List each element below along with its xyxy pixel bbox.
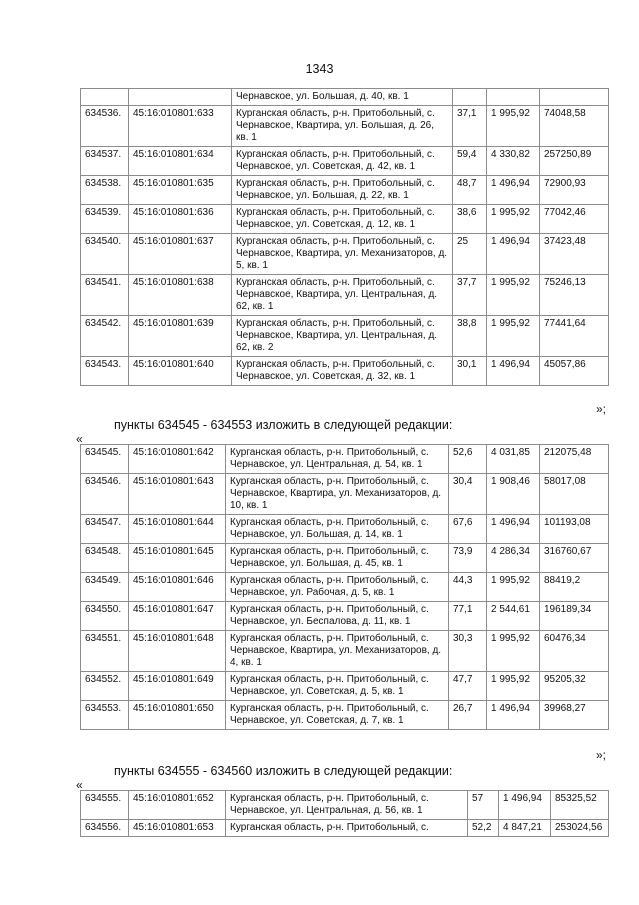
area-cell: 38,8 [453,316,487,357]
row-number-cell: 634545. [81,445,129,474]
area-cell: 77,1 [449,602,487,631]
table-row [81,106,609,147]
amount-cell: 45057,86 [540,357,609,386]
address-cell: Курганская область, р-н. Притобольный, с. Чернавское, Квартира, ул. Большая, д. 26, кв. 1 [232,106,453,147]
row-number-cell: 634551. [81,631,129,672]
rate-cell: 4 031,85 [487,445,540,474]
address-cell: Курганская область, р-н. Притобольный, с. Чернавское, ул. Центральная, д. 56, кв. 1 [226,791,468,820]
amount-cell: 196189,34 [540,602,609,631]
area-cell: 30,3 [449,631,487,672]
table-row [81,316,609,357]
cadastral-number-cell: 45:16:010801:637 [129,234,232,275]
area-cell: 26,7 [449,701,487,730]
area-cell [453,89,487,106]
table-row [81,147,609,176]
row-number-cell: 634549. [81,573,129,602]
address-cell: Курганская область, р-н. Притобольный, с. Чернавское, ул. Рабочая, д. 5, кв. 1 [226,573,449,602]
area-cell: 48,7 [453,176,487,205]
table-row [81,544,609,573]
rate-cell: 1 995,92 [487,205,540,234]
table-row [81,357,609,386]
address-cell: Курганская область, р-н. Притобольный, с. Чернавское, ул. Советская, д. 42, кв. 1 [232,147,453,176]
rate-cell: 1 496,94 [487,701,540,730]
area-cell: 30,4 [449,474,487,515]
cadastral-number-cell: 45:16:010801:648 [129,631,226,672]
address-cell: Курганская область, р-н. Притобольный, с. [226,820,468,837]
cadastral-number-cell: 45:16:010801:642 [129,445,226,474]
amount-cell: 77042,46 [540,205,609,234]
table-row [81,234,609,275]
cadastral-number-cell: 45:16:010801:634 [129,147,232,176]
area-cell: 52,2 [468,820,499,837]
cadastral-number-cell: 45:16:010801:647 [129,602,226,631]
table-row [81,275,609,316]
rate-cell: 4 847,21 [499,820,551,837]
rate-cell: 1 496,94 [487,357,540,386]
table-row [81,672,609,701]
area-cell: 67,6 [449,515,487,544]
cadastral-number-cell: 45:16:010801:643 [129,474,226,515]
table-2 [80,444,609,730]
area-cell: 37,1 [453,106,487,147]
rate-cell: 4 330,82 [487,147,540,176]
table-3 [80,790,609,837]
address-cell: Курганская область, р-н. Притобольный, с. Чернавское, ул. Советская, д. 32, кв. 1 [232,357,453,386]
address-cell: Курганская область, р-н. Притобольный, с. Чернавское, ул. Большая, д. 14, кв. 1 [226,515,449,544]
cadastral-number-cell: 45:16:010801:652 [129,791,226,820]
amount-cell [540,89,609,106]
row-number-cell: 634553. [81,701,129,730]
area-cell: 44,3 [449,573,487,602]
address-cell: Курганская область, р-н. Притобольный, с. Чернавское, Квартира, ул. Механизаторов, д. 5, кв. 1 [232,234,453,275]
amount-cell: 101193,08 [540,515,609,544]
table-row [81,631,609,672]
row-number-cell: 634547. [81,515,129,544]
area-cell: 37,7 [453,275,487,316]
table-row [81,701,609,730]
address-cell: Курганская область, р-н. Притобольный, с. Чернавское, Квартира, ул. Центральная, д. 62, кв. 1 [232,275,453,316]
rate-cell: 1 995,92 [487,316,540,357]
amount-cell: 58017,08 [540,474,609,515]
rate-cell: 1 496,94 [487,515,540,544]
row-number-cell: 634536. [81,106,129,147]
row-number-cell: 634540. [81,234,129,275]
rate-cell: 1 995,92 [487,275,540,316]
table-row [81,791,609,820]
cadastral-number-cell: 45:16:010801:645 [129,544,226,573]
row-number-cell: 634555. [81,791,129,820]
cadastral-number-cell: 45:16:010801:649 [129,672,226,701]
closing-quote-2: »; [596,748,607,762]
rate-cell: 1 995,92 [487,106,540,147]
amount-cell: 39968,27 [540,701,609,730]
rate-cell: 4 286,34 [487,544,540,573]
address-cell: Курганская область, р-н. Притобольный, с. Чернавское, ул. Советская, д. 12, кв. 1 [232,205,453,234]
address-cell: Курганская область, р-н. Притобольный, с. Чернавское, Квартира, ул. Механизаторов, д. 10, кв. 1 [226,474,449,515]
address-cell: Курганская область, р-н. Притобольный, с. Чернавское, ул. Большая, д. 45, кв. 1 [226,544,449,573]
rate-cell: 1 995,92 [487,631,540,672]
row-number-cell: 634546. [81,474,129,515]
cadastral-number-cell: 45:16:010801:653 [129,820,226,837]
table-row [81,602,609,631]
open-quote-2: « [76,778,83,792]
area-cell: 52,6 [449,445,487,474]
table-row [81,205,609,234]
address-cell: Курганская область, р-н. Притобольный, с. Чернавское, Квартира, ул. Центральная, д. 62, кв. 2 [232,316,453,357]
address-cell: Курганская область, р-н. Притобольный, с. Чернавское, Квартира, ул. Механизаторов, д. 4, кв. 1 [226,631,449,672]
cadastral-number-cell: 45:16:010801:636 [129,205,232,234]
rate-cell: 1 496,94 [487,234,540,275]
table-row [81,515,609,544]
closing-quote-1: »; [596,402,607,416]
address-cell: Чернавское, ул. Большая, д. 40, кв. 1 [232,89,453,106]
row-number-cell: 634556. [81,820,129,837]
area-cell: 47,7 [449,672,487,701]
table-row [81,820,609,837]
cadastral-number-cell: 45:16:010801:646 [129,573,226,602]
paragraph-2: пункты 634555 - 634560 изложить в следующей редакции: [114,764,453,778]
row-number-cell: 634538. [81,176,129,205]
amount-cell: 253024,56 [551,820,609,837]
area-cell: 59,4 [453,147,487,176]
amount-cell: 316760,67 [540,544,609,573]
cadastral-number-cell: 45:16:010801:633 [129,106,232,147]
amount-cell: 60476,34 [540,631,609,672]
row-number-cell: 634542. [81,316,129,357]
table-row [81,573,609,602]
address-cell: Курганская область, р-н. Притобольный, с. Чернавское, ул. Советская, д. 7, кв. 1 [226,701,449,730]
amount-cell: 88419,2 [540,573,609,602]
amount-cell: 75246,13 [540,275,609,316]
rate-cell: 1 995,92 [487,672,540,701]
rate-cell: 2 544,61 [487,602,540,631]
rate-cell: 1 995,92 [487,573,540,602]
table-row [81,474,609,515]
cadastral-number-cell: 45:16:010801:638 [129,275,232,316]
table-1 [80,88,609,386]
page-number: 1343 [305,62,334,76]
address-cell: Курганская область, р-н. Притобольный, с. Чернавское, ул. Большая, д. 22, кв. 1 [232,176,453,205]
address-cell: Курганская область, р-н. Притобольный, с. Чернавское, ул. Беспалова, д. 11, кв. 1 [226,602,449,631]
amount-cell: 37423,48 [540,234,609,275]
row-number-cell: 634548. [81,544,129,573]
row-number-cell: 634537. [81,147,129,176]
area-cell: 25 [453,234,487,275]
row-number-cell: 634550. [81,602,129,631]
open-quote-1: « [76,432,83,446]
amount-cell: 257250,89 [540,147,609,176]
cadastral-number-cell: 45:16:010801:644 [129,515,226,544]
row-number-cell: 634541. [81,275,129,316]
address-cell: Курганская область, р-н. Притобольный, с. Чернавское, ул. Центральная, д. 54, кв. 1 [226,445,449,474]
address-cell: Курганская область, р-н. Притобольный, с. Чернавское, ул. Советская, д. 5, кв. 1 [226,672,449,701]
cadastral-number-cell: 45:16:010801:640 [129,357,232,386]
row-number-cell: 634552. [81,672,129,701]
amount-cell: 77441,64 [540,316,609,357]
cadastral-number-cell: 45:16:010801:639 [129,316,232,357]
table-row [81,89,609,106]
rate-cell: 1 496,94 [487,176,540,205]
area-cell: 38,6 [453,205,487,234]
cadastral-number-cell: 45:16:010801:635 [129,176,232,205]
area-cell: 73,9 [449,544,487,573]
amount-cell: 85325,52 [551,791,609,820]
paragraph-1: пункты 634545 - 634553 изложить в следующей редакции: [114,418,453,432]
amount-cell: 95205,32 [540,672,609,701]
rate-cell [487,89,540,106]
amount-cell: 74048,58 [540,106,609,147]
area-cell: 57 [468,791,499,820]
rate-cell: 1 908,46 [487,474,540,515]
rate-cell: 1 496,94 [499,791,551,820]
table-row [81,176,609,205]
table-row [81,445,609,474]
row-number-cell [81,89,129,106]
amount-cell: 72900,93 [540,176,609,205]
cadastral-number-cell: 45:16:010801:650 [129,701,226,730]
area-cell: 30,1 [453,357,487,386]
amount-cell: 212075,48 [540,445,609,474]
row-number-cell: 634539. [81,205,129,234]
cadastral-number-cell [129,89,232,106]
row-number-cell: 634543. [81,357,129,386]
